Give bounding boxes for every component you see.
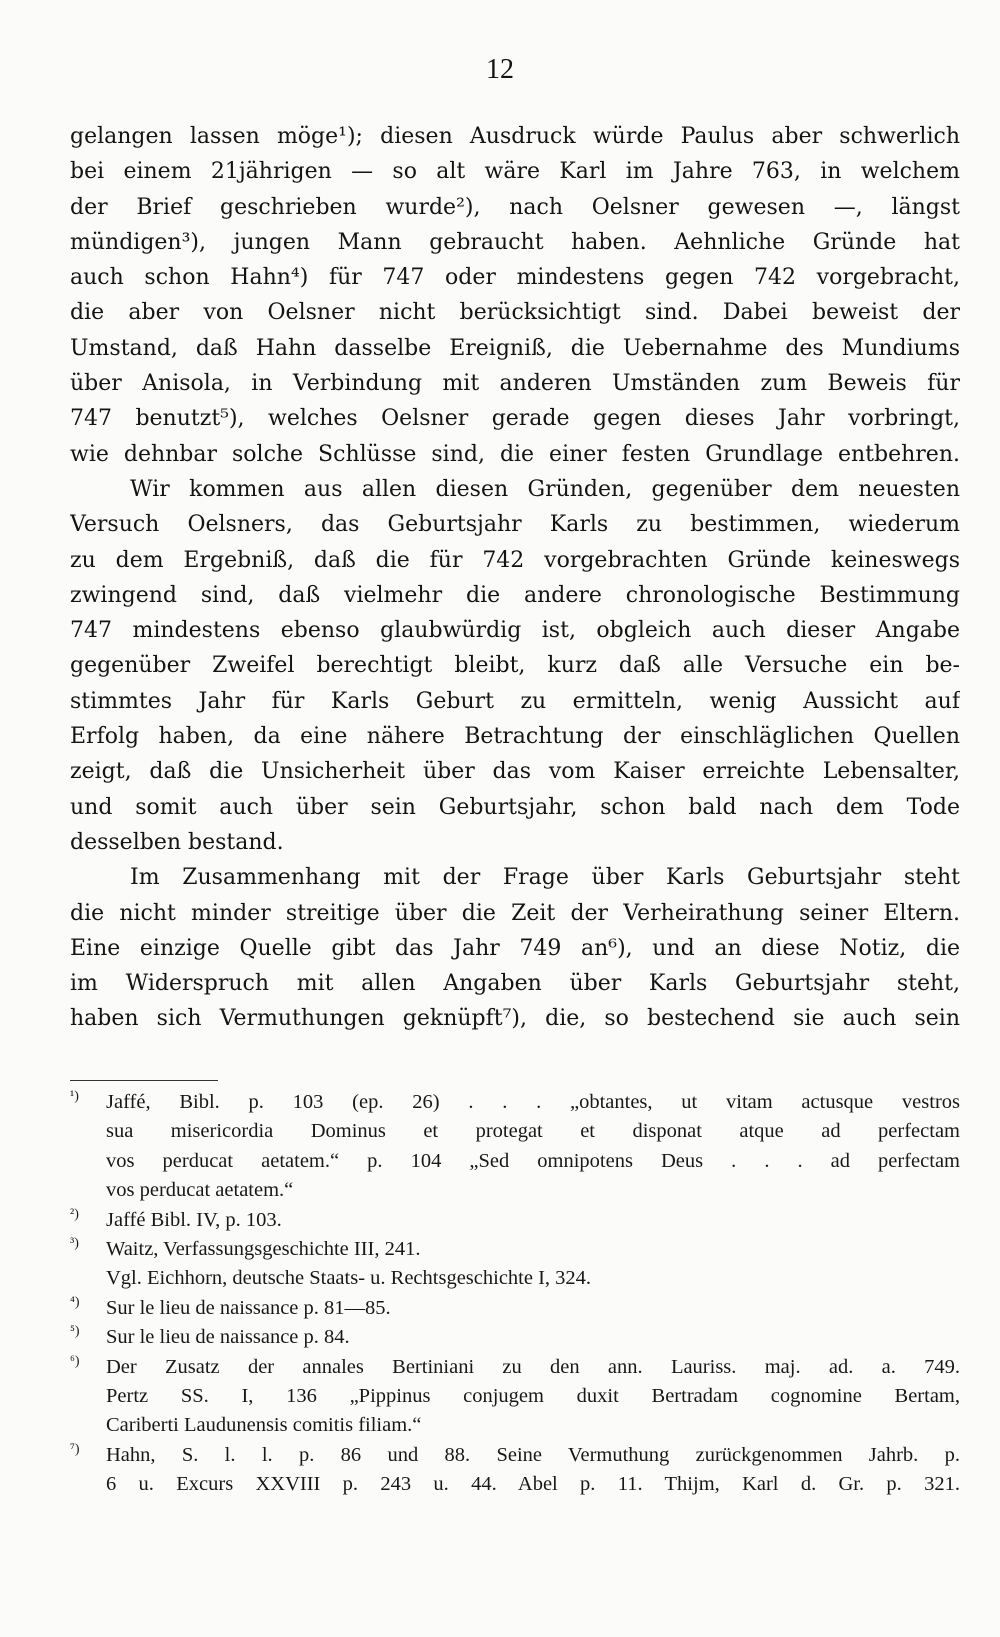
footnote-divider [70, 1080, 218, 1081]
footnote-mark: ¹) [70, 1089, 79, 1104]
text-line: Wir kommen aus allen diesen Gründen, gegenüber dem neuesten [130, 476, 960, 502]
text-line: die nicht minder streitige über die Zeit der Verheirathung seiner Eltern. [70, 900, 960, 926]
footnote-line [70, 1235, 960, 1264]
text-line: 747 benutzt⁵), welches Oelsner gerade gegen dieses Jahr vorbringt, [70, 406, 960, 432]
footnote-mark: ²) [70, 1206, 79, 1222]
footnote [70, 1323, 960, 1352]
footnote [70, 1294, 960, 1323]
text-line: Versuch Oelsners, das Geburtsjahr Karls zu bestimmen, wiederum [70, 512, 960, 538]
footnote-line [70, 1323, 960, 1352]
footnote-mark: ⁷) [70, 1441, 80, 1457]
footnote-line: vos perducat aetatem.“ [106, 1179, 294, 1202]
footnote-mark: ³) [70, 1235, 79, 1251]
footnote [70, 1235, 960, 1294]
text-line: zwingend sind, daß vielmehr die andere chronologische Bestimmung [70, 582, 960, 608]
footnote-line [70, 1088, 960, 1117]
text-line: auch schon Hahn⁴) für 747 oder mindestens gegen 742 vorgebracht, [70, 265, 960, 291]
footnote [70, 1206, 960, 1235]
footnote-text: Sur le lieu de naissance p. 84. [106, 1326, 350, 1349]
footnote-mark: ⁴) [70, 1294, 80, 1310]
text-line: bei einem 21jährigen — so alt wäre Karl im Jahre 763, in welchem [70, 159, 960, 185]
text-line: gegenüber Zweifel berechtigt bleibt, kurz daß alle Versuche ein be- [70, 653, 960, 679]
footnote-text: Sur le lieu de naissance p. 81—85. [106, 1296, 391, 1319]
footnote-line: Pertz SS. I, 136 „Pippinus conjugem duxit Bertradam cognomine Bertam, [106, 1384, 960, 1407]
text-line: mündigen³), jungen Mann gebraucht haben. Aehnliche Gründe hat [70, 229, 960, 255]
text-line: im Widerspruch mit allen Angaben über Karls Geburtsjahr steht, [70, 971, 960, 997]
text-line: zu dem Ergebniß, daß die für 742 vorgebrachten Gründe keineswegs [70, 547, 960, 573]
main-text [70, 119, 960, 1037]
footnote-text: Jaffé, Bibl. p. 103 (ep. 26) . . . „obtantes, ut vitam actusque vestros [106, 1091, 960, 1113]
text-line: Eine einzige Quelle gibt das Jahr 749 an⁶), und an diese Notiz, die [70, 935, 960, 961]
text-line: zeigt, daß die Unsicherheit über das vom Kaiser erreichte Lebensalter, [70, 759, 960, 785]
footnote-line: vos perducat aetatem.“ p. 104 „Sed omnipotens Deus . . . ad perfectam [106, 1149, 960, 1172]
page-number: 12 [486, 54, 514, 85]
footnote-line [70, 1353, 960, 1382]
text-line: stimmtes Jahr für Karls Geburt zu ermitteln, wenig Aussicht auf [70, 688, 960, 714]
footnotes [70, 1088, 960, 1499]
text-line: 747 mindestens ebenso glaubwürdig ist, obgleich auch dieser Angabe [70, 618, 960, 644]
footnote-line [70, 1206, 960, 1235]
footnote-text: Waitz, Verfassungsgeschichte III, 241. [106, 1237, 421, 1260]
footnote-text: Jaffé Bibl. IV, p. 103. [106, 1208, 282, 1231]
footnote [70, 1353, 960, 1441]
footnote-line: 6 u. Excurs XXVIII p. 243 u. 44. Abel p. 11. Thijm, Karl d. Gr. p. 321. [106, 1473, 960, 1496]
text-line: Umstand, daß Hahn dasselbe Ereigniß, die Uebernahme des Mundiums [70, 335, 960, 361]
footnote-text: Hahn, S. l. l. p. 86 und 88. Seine Vermuthung zurückgenommen Jahrb. p. [106, 1443, 960, 1466]
footnote-line: Vgl. Eichhorn, deutsche Staats- u. Rechtsgeschichte I, 324. [106, 1267, 592, 1290]
footnote [70, 1441, 960, 1500]
text-line: wie dehnbar solche Schlüsse sind, die einer festen Grundlage entbehren. [70, 441, 960, 467]
text-line: Im Zusammenhang mit der Frage über Karls Geburtsjahr steht [130, 865, 960, 891]
text-line: Erfolg haben, da eine nähere Betrachtung der einschläglichen Quellen [70, 724, 960, 750]
footnote-text: Der Zusatz der annales Bertiniani zu den ann. Lauriss. maj. ad. a. 749. [106, 1355, 960, 1378]
text-line: gelangen lassen möge¹); diesen Ausdruck würde Paulus aber schwerlich [70, 124, 960, 149]
footnote-line: sua misericordia Dominus et protegat et disponat atque ad perfectam [106, 1120, 960, 1143]
text-line: der Brief geschrieben wurde²), nach Oelsner gewesen —, längst [70, 194, 960, 220]
footnote-line [70, 1441, 960, 1470]
text-line: die aber von Oelsner nicht berücksichtigt sind. Dabei beweist der [70, 300, 960, 326]
footnote-line [70, 1294, 960, 1323]
footnote-mark: ⁵) [70, 1324, 80, 1340]
text-line: haben sich Vermuthungen geknüpft⁷), die, so bestechend sie auch sein [70, 1006, 960, 1032]
footnote-line: Cariberti Laudunensis comitis filiam.“ [106, 1414, 422, 1437]
text-line: desselben bestand. [70, 829, 284, 855]
footnote-mark: ⁶) [70, 1353, 80, 1369]
text-line: und somit auch über sein Geburtsjahr, schon bald nach dem Tode [70, 794, 960, 820]
text-line: über Anisola, in Verbindung mit anderen Umständen zum Beweis für [70, 371, 960, 397]
footnote [70, 1088, 960, 1206]
